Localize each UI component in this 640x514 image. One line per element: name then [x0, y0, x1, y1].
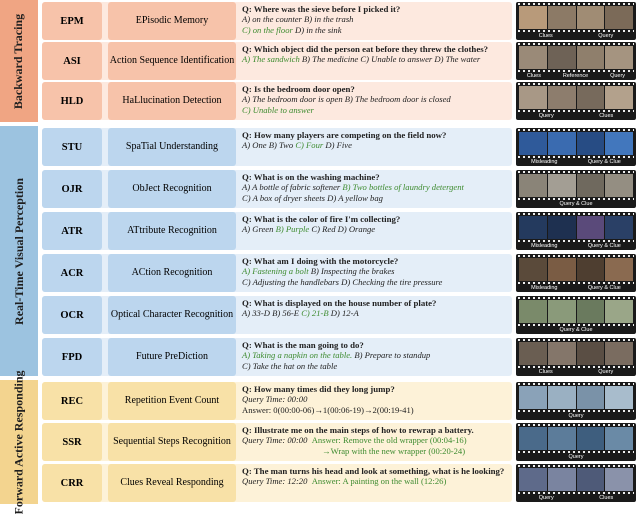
question-block: [242, 466, 508, 487]
frame-caption: Misleading: [531, 159, 558, 165]
question: Q: What am I doing with the motorcycle?: [242, 256, 399, 266]
frame-caption: Query: [610, 73, 626, 79]
task-name: Repetition Event Count: [108, 382, 236, 420]
task-name: ACtion Recognition: [108, 254, 236, 292]
group-real-time-visual-perception: [0, 126, 640, 376]
correct-option: C) Unable to answer: [242, 104, 314, 115]
task-abbr: STU: [42, 128, 102, 166]
question: Q: What is on the washing machine?: [242, 172, 380, 182]
options-line: C) Adjusting the handlebars D) Checking the tire pressure: [242, 276, 443, 287]
frame-caption: Reference: [562, 73, 589, 79]
question: Q: How many times did they long jump?: [242, 384, 395, 394]
correct-option: C) on the floor: [242, 24, 293, 35]
task-abbr: FPD: [42, 338, 102, 376]
question-block: [242, 256, 508, 287]
question: Q: What is displayed on the house number of plate?: [242, 298, 437, 308]
answer: Answer: Remove the old wrapper (00:04-16): [311, 435, 467, 446]
task-row-ssr: [42, 423, 512, 461]
question: Q: How many players are competing on the field now?: [242, 130, 447, 140]
task-abbr: CRR: [42, 464, 102, 502]
task-name: Future PreDiction: [108, 338, 236, 376]
video-strip: [516, 254, 636, 292]
options-line: A) 33-D B) 56-E C) 21-B D) 12-A: [242, 308, 359, 319]
options-line: A) A bottle of fabric softener B) Two bottles of laundry detergent: [242, 182, 464, 193]
options-line: A) The bedroom door is open B) The bedroom door is closed: [242, 94, 451, 105]
frame-caption: Misleading: [531, 243, 558, 249]
task-row-acr: [42, 254, 512, 292]
task-row-hld: [42, 82, 512, 120]
task-name: Optical Character Recognition: [108, 296, 236, 334]
correct-option: C) Four: [295, 140, 324, 151]
frame-caption: Query & Clue: [559, 201, 593, 207]
task-row-asi: [42, 42, 512, 80]
options-line: A) Taking a napkin on the table. B) Prepare to standup: [242, 350, 431, 361]
correct-option: A) The sandwich: [242, 54, 300, 65]
question-block: [242, 44, 508, 65]
question: Q: Which object did the person eat before they threw the clothes?: [242, 44, 489, 54]
group-label: Backward Tracing: [0, 0, 38, 122]
question: Q: Is the bedroom door open?: [242, 84, 355, 94]
question-block: [242, 172, 508, 203]
task-abbr: OJR: [42, 170, 102, 208]
options-line: C) Take the hat on the table: [242, 360, 338, 371]
task-name: HaLlucination Detection: [108, 82, 236, 120]
video-strip: [516, 464, 636, 502]
question-block: [242, 4, 508, 35]
video-strip: [516, 82, 636, 120]
options-line: C) A box of dryer sheets D) A yellow bag: [242, 192, 383, 203]
task-abbr: ATR: [42, 212, 102, 250]
question: Q: What is the man going to do?: [242, 340, 364, 350]
video-strip: [516, 296, 636, 334]
correct-option: A) Fastening a bolt: [242, 266, 309, 277]
video-strip: [516, 338, 636, 376]
options-line: A) Green B) Purple C) Red D) Orange: [242, 224, 376, 235]
task-row-ocr: [42, 296, 512, 334]
video-strip: [516, 170, 636, 208]
video-strip: [516, 2, 636, 40]
query-time: Query Time: 00:00: [242, 394, 308, 405]
group-backward-tracing: [0, 0, 640, 122]
task-abbr: OCR: [42, 296, 102, 334]
question-block: [242, 84, 508, 115]
task-name: ATtribute Recognition: [108, 212, 236, 250]
frame-caption: Query: [538, 113, 554, 119]
options-line: A) The sandwich B) The medicine C) Unable to answer D) The water: [242, 54, 481, 65]
frame-caption: Clues: [599, 495, 614, 501]
group-label: Real-Time Visual Perception: [0, 126, 38, 376]
task-abbr: ACR: [42, 254, 102, 292]
group-forward-active-responding: [0, 370, 640, 514]
frame-caption: Query: [598, 369, 614, 375]
task-row-stu: [42, 128, 512, 166]
question-block: [242, 214, 508, 235]
question-block: [242, 425, 508, 456]
answer: Answer: 0(00:00-06)→1(00:06-19)→2(00:19-41): [242, 404, 414, 415]
question: Q: Where was the sieve before I picked it?: [242, 4, 401, 14]
task-name: ObJect Recognition: [108, 170, 236, 208]
task-row-atr: [42, 212, 512, 250]
video-strip: [516, 423, 636, 461]
query-time: Query Time: 00:00: [242, 435, 308, 446]
task-name: Sequential Steps Recognition: [108, 423, 236, 461]
video-strip: [516, 382, 636, 420]
task-row-rec: [42, 382, 512, 420]
correct-option: A) Taking a napkin on the table.: [242, 350, 353, 361]
question: Q: Illustrate me on the main steps of how to rewrap a battery.: [242, 425, 474, 435]
question-block: [242, 130, 508, 151]
frame-caption: Query & Clue: [587, 159, 621, 165]
query-time: Query Time: 12:20: [242, 476, 308, 487]
task-row-crr: [42, 464, 512, 502]
frame-caption: Query & Clue: [587, 243, 621, 249]
video-strip: [516, 128, 636, 166]
frame-caption: Query: [568, 413, 584, 419]
correct-option: C) 21-B: [301, 308, 329, 319]
frame-caption: Clues: [538, 33, 553, 39]
video-strip: [516, 42, 636, 80]
options-line: A) One B) Two C) Four D) Five: [242, 140, 352, 151]
question: Q: The man turns his head and look at something, what is he looking?: [242, 466, 505, 476]
frame-caption: Query: [598, 33, 614, 39]
frame-caption: Misleading: [531, 285, 558, 291]
group-label: Forward Active Responding: [0, 380, 38, 504]
question-block: [242, 384, 508, 415]
question-block: [242, 340, 508, 371]
correct-option: B) Two bottles of laundry detergent: [342, 182, 464, 193]
video-strip: [516, 212, 636, 250]
frame-caption: Clues: [526, 73, 541, 79]
question-block: [242, 298, 508, 319]
frame-caption: Query & Clue: [559, 327, 593, 333]
question: Q: What is the color of fire I'm collecting?: [242, 214, 401, 224]
task-abbr: HLD: [42, 82, 102, 120]
task-name: EPisodic Memory: [108, 2, 236, 40]
answer: Answer: A painting on the wall (12:26): [311, 476, 447, 487]
frame-caption: Query & Clue: [587, 285, 621, 291]
task-abbr: ASI: [42, 42, 102, 80]
task-name: Action Sequence Identification: [108, 42, 236, 80]
correct-option: B) Purple: [275, 224, 310, 235]
task-row-fpd: [42, 338, 512, 376]
task-abbr: EPM: [42, 2, 102, 40]
frame-caption: Query: [538, 495, 554, 501]
options-line: C) on the floor D) in the sink: [242, 24, 342, 35]
task-row-epm: [42, 2, 512, 40]
frame-caption: Clues: [538, 369, 553, 375]
task-row-ojr: [42, 170, 512, 208]
frame-caption: Clues: [599, 113, 614, 119]
task-abbr: SSR: [42, 423, 102, 461]
answer-step: →Wrap with the new wrapper (00:20-24): [322, 445, 466, 456]
options-line: A) Fastening a bolt B) Inspecting the brakes: [242, 266, 395, 277]
task-name: Clues Reveal Responding: [108, 464, 236, 502]
task-name: SpaTial Understanding: [108, 128, 236, 166]
options-line: A) on the counter B) in the trash: [242, 14, 354, 25]
frame-caption: Query: [568, 454, 584, 460]
task-abbr: REC: [42, 382, 102, 420]
